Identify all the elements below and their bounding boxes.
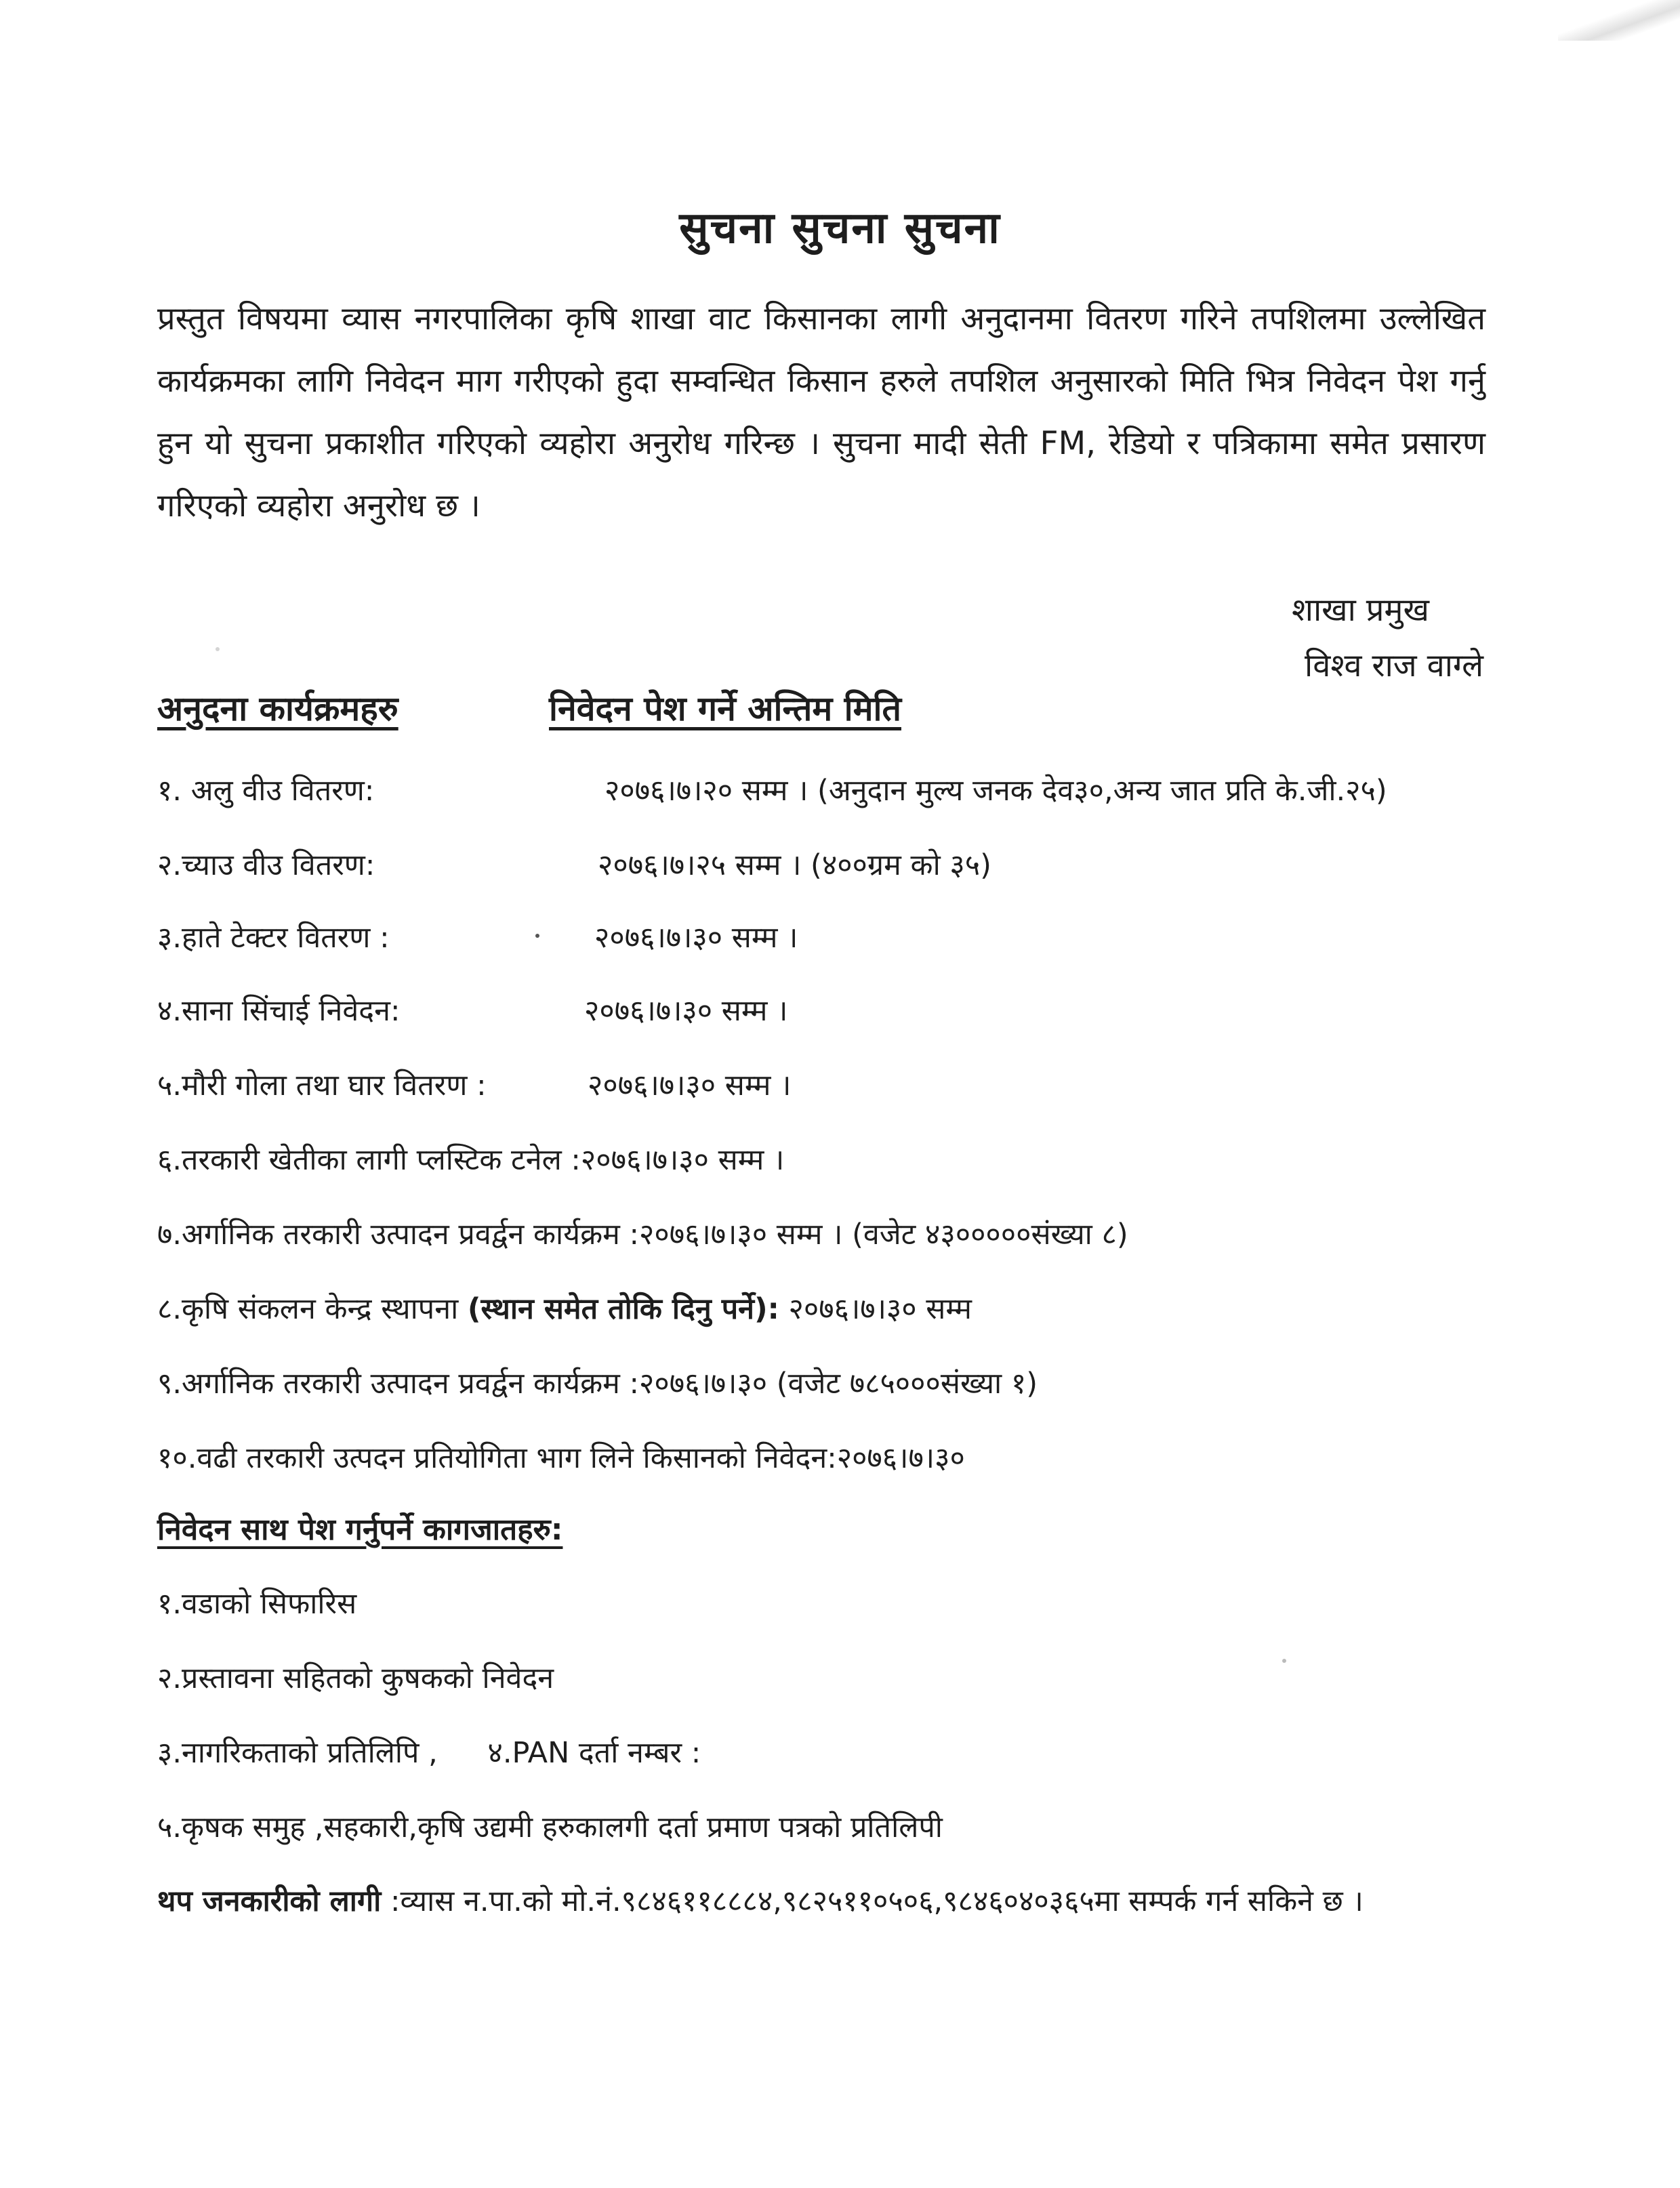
program-deadline: २०७६।७।३० सम्म [779,1292,972,1326]
program-label: १०.वढी तरकारी उत्पदन प्रतियोगिता भाग लिने किसानको निवेदन:२०७६।७।३० [157,1441,965,1475]
program-item [157,1437,965,1477]
program-label: ४.साना सिंचाई निवेदन: [157,994,401,1028]
notice-intro: प्रस्तुत विषयमा व्यास नगरपालिका कृषि शाखा वाट किसानका लागी अनुदानमा वितरण गरिने तपशिलमा उल्लेखित कार्यक्रमका लागि निवेदन माग गरीएको हुदा सम्वन्धित किसान हरुले तपशिल अनुसारको मिति भित्र निवेदन पेश गर्नु हुन यो सुचना प्रकाशीत गरिएको व्यहोरा अनुरोध गरिन्छ । सुचना मादी सेती FM, रेडियो र पत्रिकामा समेत प्रसारण गरिएको व्यहोरा अनुरोध छ । [157,300,1486,524]
program-item [157,989,788,1029]
document-item: ५.कृषक समुह ,सहकारी,कृषि उद्यमी हरुकालगी दर्ता प्रमाण पत्रको प्रतिलिपी [157,1811,943,1844]
program-label: २.च्याउ वीउ वितरण: [157,848,375,882]
program-label: १. अलु वीउ वितरण: [157,774,375,808]
scan-edge [1558,0,1680,41]
document-citizenship: ३.नागरिकताको प्रतिलिपि , [157,1736,438,1770]
program-label: ५.मौरी गोला तथा घार वितरण : [157,1069,487,1102]
notice-title: सुचना सुचना सुचना [679,203,1001,253]
contact-footer [157,1880,1472,1922]
program-item [157,916,798,956]
document-item [157,1731,701,1771]
program-deadline: २०७६।७।३० सम्म । [588,1069,792,1102]
program-deadline: २०७६।७।२५ सम्म । (४००ग्रम को ३५) [598,848,991,882]
program-label: ७.अर्गानिक तरकारी उत्पादन प्रवर्द्वन कार्यक्रम :२०७६।७।३० सम्म । (वजेट ४३०००००संख्या ८) [157,1218,1128,1252]
deadline-heading: निवेदन पेश गर्ने अन्तिम मिति [549,689,901,728]
program-deadline: २०७६।७।३० सम्म । [594,921,798,955]
program-note: (स्थान समेत तोकि दिनु पर्ने): [467,1292,779,1326]
programs-heading: अनुदना कार्यक्रमहरु [157,689,398,728]
scan-speck [535,934,539,938]
signature-block [1292,583,1483,694]
signature-name: विश्व राज वाग्ले [1305,647,1483,684]
program-label: ९.अर्गानिक तरकारी उत्पादन प्रवर्द्वन कार्यक्रम :२०७६।७।३० (वजेट ७८५०००संख्या १) [157,1367,1038,1401]
documents-heading: निवेदन साथ पेश गर्नुपर्ने कागजातहरु: [157,1512,563,1547]
program-label: ३.हाते टेक्टर वितरण : [157,921,390,955]
program-deadline: २०७६।७।२० सम्म । (अनुदान मुल्य जनक देव३०,अन्य जात प्रति के.जी.२५) [605,774,1387,808]
footer-label: थप जनकारीको लागी [157,1884,382,1918]
program-label: ८.कृषि संकलन केन्द्र स्थापना [157,1292,468,1326]
program-item [157,1362,1038,1402]
program-item [157,769,1387,809]
scan-speck [1282,1659,1286,1663]
program-item [157,1138,784,1178]
program-deadline: २०७६।७।३० सम्म । [584,994,788,1028]
document-pan: ४.PAN दर्ता नम्बर : [487,1736,701,1770]
program-item [157,1213,1128,1253]
program-item [157,1064,792,1104]
program-label: ६.तरकारी खेतीका लागी प्लस्टिक टनेल :२०७६।७।३० सम्म । [157,1143,785,1177]
document-item: २.प्रस्तावना सहितको कुषकको निवेदन [157,1661,554,1695]
footer-text: :व्यास न.पा.को मो.नं.९८४६११८८८४,९८२५११०५०६,९८४६०४०३६५मा सम्पर्क गर्न सकिने छ । [381,1884,1364,1918]
program-item [157,1287,972,1327]
document-item: १.वडाको सिफारिस [157,1587,357,1621]
scan-speck [216,647,220,651]
program-item [157,844,991,884]
signature-position: शाखा प्रमुख [1292,592,1429,629]
